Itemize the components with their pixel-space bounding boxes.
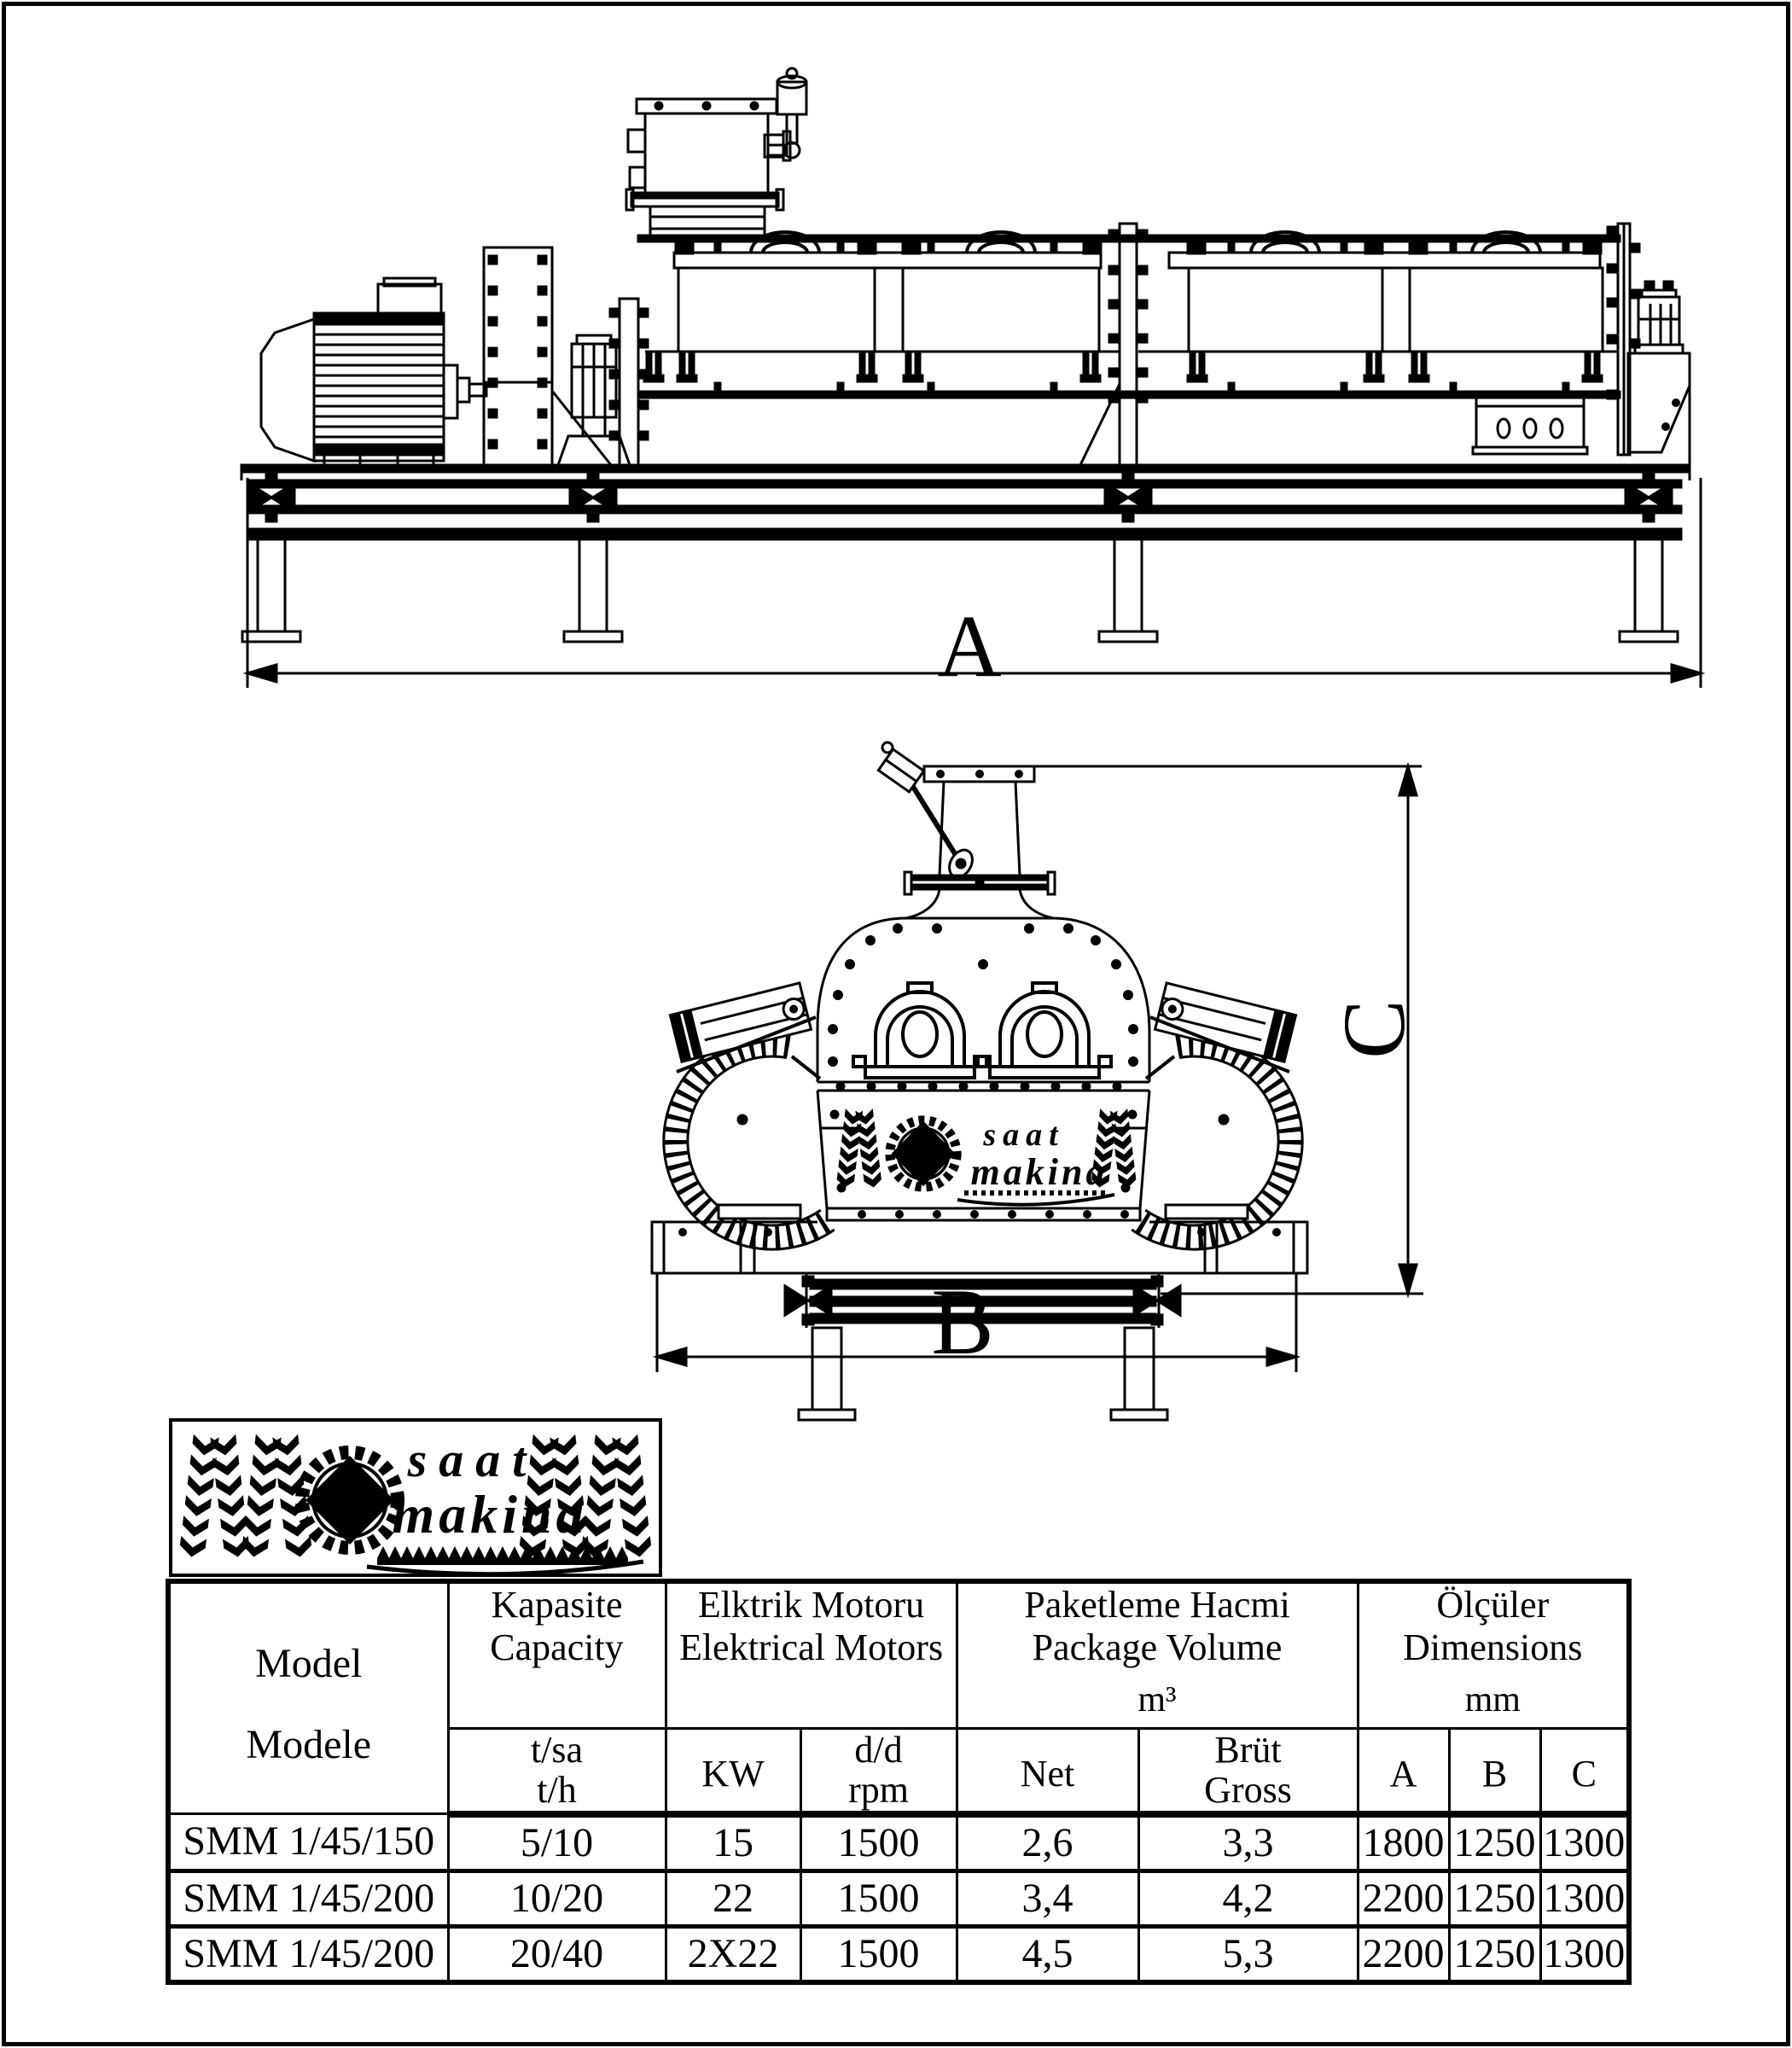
dimension-a-label: A (937, 597, 1002, 695)
cell-gross: 3,3 (1138, 1814, 1358, 1871)
sub-dim-b: B (1449, 1728, 1540, 1814)
cell-model: SMM 1/45/150 (168, 1814, 448, 1871)
group-motor-en: Elektrical Motors (678, 1626, 944, 1668)
cell-kw: 22 (666, 1871, 800, 1926)
table-row (168, 1814, 1629, 1871)
dimension-b (657, 1270, 1296, 1374)
group-dimensions-en: Dimensions (1403, 1626, 1583, 1668)
group-capacity-en: Capacity (490, 1626, 624, 1668)
model-header-line2: Modele (246, 1722, 372, 1767)
side-view (241, 68, 1701, 695)
cell-model: SMM 1/45/200 (168, 1926, 448, 1982)
table-row (168, 1871, 1629, 1926)
cell-kw: 15 (666, 1814, 800, 1871)
sub-capacity (448, 1728, 666, 1814)
body-logo-makina: makina (970, 1151, 1108, 1193)
group-volume-en: Package Volume (1032, 1626, 1283, 1668)
cell-gross: 4,2 (1138, 1871, 1358, 1926)
sub-kw: KW (666, 1728, 800, 1814)
brand-logo-box (169, 1418, 662, 1577)
sub-dim-c: C (1540, 1728, 1629, 1814)
cell-net: 3,4 (957, 1871, 1138, 1926)
feed-hopper-icon (626, 99, 790, 237)
cell-c: 1300 (1540, 1814, 1629, 1871)
logo-saat: saat (407, 1432, 538, 1487)
cell-model: SMM 1/45/200 (168, 1871, 448, 1926)
discharge-plate-icon (1473, 398, 1587, 454)
body-logo (837, 1110, 1137, 1205)
cell-b: 1250 (1449, 1814, 1540, 1871)
cell-capacity: 5/10 (448, 1814, 666, 1871)
electric-motor-icon (261, 278, 486, 465)
cell-net: 2,6 (957, 1814, 1138, 1871)
model-header-cell (168, 1581, 448, 1814)
model-header-line1: Model (255, 1641, 363, 1686)
front-housing-icon (817, 918, 1149, 1091)
sub-dim-a: A (1358, 1728, 1449, 1814)
table-row (168, 1926, 1629, 1982)
group-capacity-tr: Kapasite (491, 1584, 623, 1626)
dimension-b-label: B (931, 1270, 994, 1374)
sub-gross-l1: Brüt (1214, 1728, 1282, 1771)
group-dimensions (1358, 1581, 1629, 1728)
group-motor-tr: Elktrik Motoru (697, 1584, 925, 1626)
sub-net: Net (957, 1728, 1138, 1814)
group-dimensions-unit: mm (1464, 1680, 1521, 1720)
group-volume-unit: m³ (1137, 1680, 1177, 1720)
brand-logo (172, 1422, 659, 1574)
sub-gross-l2: Gross (1204, 1769, 1292, 1812)
cell-b: 1250 (1449, 1871, 1540, 1926)
sub-rpm-l1: d/d (854, 1728, 903, 1771)
cell-a: 1800 (1358, 1814, 1449, 1871)
sub-capacity-l2: t/h (537, 1769, 577, 1812)
cell-rpm: 1500 (800, 1871, 957, 1926)
monogram: SM (323, 1479, 376, 1522)
cell-c: 1300 (1540, 1926, 1629, 1982)
group-volume-tr: Paketleme Hacmi (1024, 1584, 1290, 1626)
sub-rpm (800, 1728, 957, 1814)
cell-a: 2200 (1358, 1926, 1449, 1982)
spec-table-wrap (166, 1579, 1632, 1985)
cell-c: 1300 (1540, 1871, 1629, 1926)
body-logo-saat: saat (983, 1117, 1065, 1153)
cell-a: 2200 (1358, 1871, 1449, 1926)
front-view (652, 742, 1423, 1420)
group-volume (957, 1581, 1358, 1728)
spec-table (166, 1579, 1632, 1985)
sub-capacity-l1: t/sa (530, 1728, 584, 1771)
cell-b: 1250 (1449, 1926, 1540, 1982)
cell-rpm: 1500 (800, 1814, 957, 1871)
gear-emblem-icon (302, 1452, 398, 1548)
cell-capacity: 20/40 (448, 1926, 666, 1982)
group-motor (666, 1581, 957, 1728)
cell-rpm: 1500 (800, 1926, 957, 1982)
group-capacity (448, 1581, 666, 1728)
mixing-trough-icon (610, 224, 1639, 465)
end-bearing-icon (1628, 282, 1690, 465)
logo-makina: makina (392, 1484, 588, 1545)
left-belt-guard-icon (664, 983, 835, 1249)
gearbox-icon (484, 247, 611, 465)
cell-capacity: 10/20 (448, 1871, 666, 1926)
dimension-c-label: C (1325, 999, 1423, 1059)
cell-kw: 2X22 (666, 1926, 800, 1982)
group-dimensions-tr: Ölçüler (1436, 1584, 1550, 1626)
right-belt-guard-icon (1132, 983, 1302, 1249)
cell-gross: 5,3 (1138, 1926, 1358, 1982)
sub-rpm-l2: rpm (848, 1769, 909, 1812)
table-group-header-row (168, 1581, 1629, 1728)
sub-gross (1138, 1728, 1358, 1814)
cell-net: 4,5 (957, 1926, 1138, 1982)
front-chute-icon (878, 742, 1055, 918)
